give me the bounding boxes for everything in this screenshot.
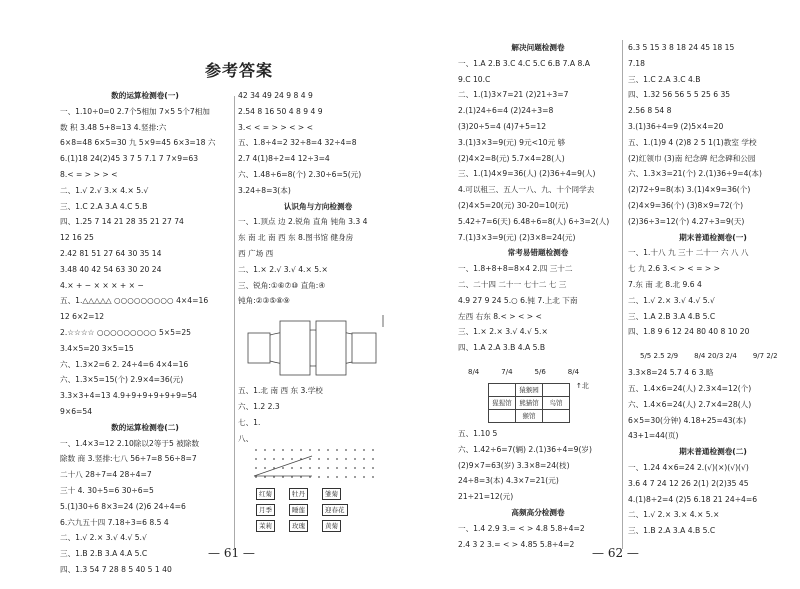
answer-line: 三、锐角:①⑥⑦⑩ 直角:④ <box>238 280 326 290</box>
answer-line: 三、1.C 2.A 3.A 4.C 5.B <box>60 201 148 211</box>
grid-dot <box>255 467 257 469</box>
answer-line: 四、1.8 9 6 12 24 80 40 8 10 20 <box>628 327 750 337</box>
answer-line: 四、1.3 54 7 28 8 5 40 5 1 40 <box>60 564 172 574</box>
answer-line: 三、1.B 2.A 3.A 4.B 5.C <box>628 526 716 536</box>
answer-line: 二、1.√ 2.√ 3.× 4.× 5.√ <box>60 185 149 195</box>
grid-dot <box>354 467 356 469</box>
grid-dot <box>318 476 320 478</box>
zoo-map-table <box>488 383 570 423</box>
page-number-right: — 62 — <box>592 546 639 560</box>
answer-line: 三、1.× 2.× 3.√ 4.√ 5.× <box>458 327 548 337</box>
grid-dot <box>282 467 284 469</box>
column-divider <box>234 96 235 549</box>
grid-dot <box>345 467 347 469</box>
answer-line: 一、1.24 4×6=24 2.(√)(×)(√)(√) <box>628 462 749 472</box>
answer-line: 6×5=30(分钟) 4.18+25=43(本) <box>628 415 747 425</box>
answer-line: 7.东 南 北 8.北 9.6 4 <box>628 279 702 289</box>
answer-line: 3.3×3+4=13 4.9+9+9+9+9+9=54 <box>60 391 197 401</box>
answer-line: 七、1. <box>238 417 261 427</box>
grid-dot <box>336 476 338 478</box>
grid-dot <box>336 449 338 451</box>
answer-line: 四、1.32 56 56 5 5 25 6 35 <box>628 90 731 100</box>
answer-line: 7.18 <box>628 58 645 68</box>
grid-dot <box>363 458 365 460</box>
answer-line: 2.4 3 2 3.= < > 4.85 5.8÷4=2 <box>458 539 575 549</box>
answer-line: 三、1.(1)4×9=36(人) (2)36÷4=9(人) <box>458 169 596 179</box>
grid-dot <box>318 467 320 469</box>
grid-dot <box>273 449 275 451</box>
grid-dot <box>372 476 374 478</box>
answer-line: 3.4×5=20 3×5=15 <box>60 343 134 353</box>
grid-dot <box>372 449 374 451</box>
answer-line: 12 16 25 <box>60 233 94 243</box>
answer-line: 一、1.4×3=12 2.10除以2等于5 被除数 <box>60 438 200 448</box>
zoo-map-cell: 猩猩馆 <box>489 396 516 409</box>
answer-line: 21÷21=12(元) <box>458 492 514 502</box>
grid-dot <box>264 467 266 469</box>
answer-line: 一、1.顶点 边 2.锐角 直角 钝角 3.3 4 <box>238 217 368 227</box>
grid-dot <box>273 458 275 460</box>
zoo-map-cell <box>543 409 570 422</box>
zoo-map-cell <box>489 409 516 422</box>
answer-line: 3.(1)36÷4=9 (2)5×4=20 <box>628 121 724 131</box>
answer-line: 五、1.4×6=24(人) 2.3×4=12(个) <box>628 383 752 393</box>
flower-card: 玫瑰 <box>289 520 308 532</box>
answer-line: 4.可以租三、五人一八、九、十个同学去 <box>458 185 595 195</box>
answer-line: (2)72÷9=8(本) 3.(1)4×9=36(个) <box>628 185 751 195</box>
grid-dot <box>363 476 365 478</box>
answer-line: 二、1.√ 2.× 3.√ 4.√ 5.√ <box>60 533 147 543</box>
shape-diagram <box>238 313 388 383</box>
answer-line: 6×8=48 6×5=30 九 5×9=45 6×3=18 六 <box>60 138 216 148</box>
right-page <box>400 0 800 589</box>
flower-card: 红菊 <box>256 488 275 500</box>
grid-dot <box>327 458 329 460</box>
flower-card: 黄菊 <box>322 520 341 532</box>
north-arrow-label: ↑北 <box>576 381 589 390</box>
grid-dot <box>309 458 311 460</box>
section-heading: 数的运算检测卷(二) <box>111 422 179 432</box>
answer-line: 5.42÷7=6(天) 6.48÷6=8(人) 6÷3=2(人) <box>458 216 610 226</box>
fraction-row <box>468 359 618 378</box>
column-divider <box>622 40 623 549</box>
flower-card: 茉莉 <box>256 520 275 532</box>
zoo-map-cell: 鸟馆 <box>543 396 570 409</box>
grid-dot <box>354 449 356 451</box>
zoo-map-cell: 猿猴园 <box>516 383 543 396</box>
answer-line: 6.3 5 15 3 8 18 24 45 18 15 <box>628 43 735 52</box>
answer-line: 一、1.十八 九 三十 二十一 六 八 八 <box>628 248 749 258</box>
grid-dot <box>345 449 347 451</box>
fraction-answer: 7/4 <box>501 367 513 376</box>
answer-line: (2)红领巾 (3)南 纪念碑 纪念碑和公园 <box>628 153 756 163</box>
section-heading: 认识角与方向检测卷 <box>283 201 353 211</box>
answer-line: 钝角:②③⑤⑧⑨ <box>238 296 290 306</box>
answer-line: 六、1.48÷6=8(个) 2.30÷6=5(元) <box>238 169 362 179</box>
answer-line: 三、1.B 2.B 3.A 4.A 5.C <box>60 549 148 559</box>
answer-line: 六、1.3×5=15(个) 2.9×4=36(元) <box>60 375 184 385</box>
fraction-answer: 9/7 2/2 <box>752 352 778 361</box>
answer-line: 2.7 4(1)8÷2=4 12÷3=4 <box>238 154 330 164</box>
answer-line: 3.(1)3×3=9(元) 9元<10元 够 <box>458 137 566 147</box>
dot-grid <box>252 446 382 486</box>
grid-dot <box>363 449 365 451</box>
answer-line: 除数 商 3.竖排:七八 56÷7=8 56÷8=7 <box>60 454 197 464</box>
grid-dot <box>336 467 338 469</box>
grid-dot <box>345 476 347 478</box>
grid-dot <box>345 458 347 460</box>
grid-dot <box>336 458 338 460</box>
answer-line: 2.56 8 54 8 <box>628 106 672 116</box>
column-3 <box>458 40 618 549</box>
grid-dot <box>354 458 356 460</box>
answer-line: 4.× + − × × × + × − <box>60 280 144 290</box>
answer-line: 2.54 8 16 50 4 8 9 4 9 <box>238 106 323 116</box>
answer-line: 二、二十四 二十一 七十二 七 三 <box>458 279 567 289</box>
answer-line: 左西 右东 8.< > < > < <box>458 311 542 321</box>
answer-line: 东 南 北 南 西 东 8.图书馆 健身房 <box>238 233 354 243</box>
fraction-row <box>640 343 798 362</box>
answer-line: 2.42 81 51 27 64 30 35 14 <box>60 248 162 258</box>
answer-line: 五、1.8÷4=2 32÷8=4 32÷4=8 <box>238 138 357 148</box>
answer-line: (2)4×9=36(个) (3)8×9=72(个) <box>628 200 744 210</box>
answer-line: 6.(1)18 24(2)45 3 7 5 7.1 7 7×9=63 <box>60 154 199 164</box>
zoo-map-cell <box>543 383 570 396</box>
zoo-map-cell: 猴馆 <box>516 409 543 422</box>
grid-dot <box>255 449 257 451</box>
zoo-map-cell: 熊猫馆 <box>516 396 543 409</box>
answer-line: 9.C 10.C <box>458 74 491 84</box>
section-heading: 期末普通检测卷(二) <box>679 447 747 457</box>
grid-dot <box>291 449 293 451</box>
answer-line: (2)9×7=63(岁) 3.3×8=24(枝) <box>458 460 570 470</box>
grid-dot <box>327 449 329 451</box>
flower-cards <box>256 488 398 532</box>
answer-line: 西 广场 西 <box>238 248 274 258</box>
fraction-answer: 8/4 <box>468 367 480 376</box>
grid-dot <box>264 449 266 451</box>
grid-dot <box>363 467 365 469</box>
flower-card: 牡丹 <box>289 488 308 500</box>
grid-dot <box>318 449 320 451</box>
answer-line: 3.48 40 42 54 63 30 20 24 <box>60 264 162 274</box>
section-heading: 期末普通检测卷(一) <box>679 232 747 242</box>
answer-line: 六、1.2 2.3 <box>238 401 280 411</box>
grid-dot <box>372 467 374 469</box>
grid-dot <box>291 458 293 460</box>
answer-line: 五、1.△△△△△ ○○○○○○○○○ 4×4=16 <box>60 296 209 306</box>
answer-line: 2.(1)24÷6=4 (2)24÷3=8 <box>458 106 554 116</box>
answer-line: 3.3×8=24 5.7 4 6 3.略 <box>628 368 714 378</box>
answer-line: 五、1.10 5 <box>458 428 498 438</box>
answer-line: 5.(1)30÷6 8×3=24 (2)6 24÷4=6 <box>60 501 186 511</box>
answer-line: 一、1.A 2.B 3.C 4.C 5.C 6.B 7.A 8.A <box>458 58 590 68</box>
section-heading: 高频高分检测卷 <box>511 507 565 517</box>
answer-line: 4.9 27 9 24 5.○ 6.钝 7.上北 下南 <box>458 295 578 305</box>
column-4 <box>628 40 798 549</box>
answer-line: 二、1.× 2.√ 3.√ 4.× 5.× <box>238 264 328 274</box>
grid-dot <box>327 467 329 469</box>
grid-dot <box>282 449 284 451</box>
answer-line: 二十八 28÷7=4 28÷4=7 <box>60 470 152 480</box>
column-1 <box>60 88 230 574</box>
grid-dot <box>354 476 356 478</box>
flower-card: 雏菊 <box>322 488 341 500</box>
section-heading: 常考易错题检测卷 <box>507 248 569 258</box>
answer-line: 43+1=44(页) <box>628 431 679 441</box>
answer-line: 9×6=54 <box>60 406 93 416</box>
answer-line: 12 6×2=12 <box>60 312 105 322</box>
answer-line: 7.(1)3×3=9(元) (2)3×8=24(元) <box>458 232 576 242</box>
grid-dot <box>318 458 320 460</box>
answer-line: 五、1.北 南 西 东 3.学校 <box>238 386 323 396</box>
answer-line: 一、1.4 2.9 3.= < > 4.8 5.8÷4=2 <box>458 523 585 533</box>
answer-line: 六、1.3×3=21(个) 2.(1)36÷9=4(本) <box>628 169 762 179</box>
answer-line: 四、1.25 7 14 21 28 35 21 27 74 <box>60 217 184 227</box>
zoo-map <box>488 381 618 423</box>
fraction-answer: 8/4 20/3 2/4 <box>694 352 737 361</box>
flower-card: 月季 <box>256 504 275 516</box>
answer-line: 七 九 2.6 3.< > < = > > <box>628 264 720 274</box>
answer-line: 一、1.8+8+8=8×4 2.四 三十二 <box>458 264 573 274</box>
answer-line: 二、1.√ 2.× 3.× 4.× 5.× <box>628 510 720 520</box>
answer-line: 3.24÷8=3(本) <box>238 185 291 195</box>
grid-dot <box>291 467 293 469</box>
answer-line: 3.6 4 7 24 12 26 2(1) 2(2)35 45 <box>628 478 749 488</box>
grid-dot <box>255 458 257 460</box>
grid-dot <box>300 467 302 469</box>
answer-line: 六、1.4×6=24(人) 2.7×4=28(人) <box>628 399 752 409</box>
page-title: 参考答案 <box>205 61 274 80</box>
section-heading: 数的运算检测卷(一) <box>111 91 179 100</box>
answer-line: 四、1.A 2.A 3.B 4.A 5.B <box>458 343 546 353</box>
answer-line: 五、1.(1)9 4 (2)8 2 5 1(1)教室 学校 <box>628 137 757 147</box>
page-number-left: — 61 — <box>208 546 255 560</box>
answer-line: (2)4×5=20(元) 30-20=10(元) <box>458 200 569 210</box>
fraction-answer: 5/5 2.5 2/9 <box>640 352 679 361</box>
zoo-map-cell <box>489 383 516 396</box>
section-heading: 解决问题检测卷 <box>511 43 565 52</box>
answer-line: 三、1.A 2.B 3.A 4.B 5.C <box>628 311 716 321</box>
grid-dot <box>264 458 266 460</box>
flower-card: 睡莲 <box>289 504 308 516</box>
grid-dot <box>327 476 329 478</box>
answer-line: 8.< = > > > < <box>60 169 118 179</box>
grid-dot <box>300 449 302 451</box>
fraction-answer: 8/4 <box>567 367 580 376</box>
answer-line: 6.六九五十四 7.18÷3=6 8.5 4 <box>60 517 169 527</box>
answer-line: 六、1.42÷6=7(辆) 2.(1)36÷4=9(岁) <box>458 444 592 454</box>
answer-line: 二、1.√ 2.× 3.√ 4.√ 5.√ <box>628 295 715 305</box>
grid-dot <box>282 458 284 460</box>
answer-line: (2)4×2=8(元) 5.7×4=28(人) <box>458 153 565 163</box>
answer-line: (2)36÷3=12(个) 4.27÷3=9(天) <box>628 216 745 226</box>
grid-dot <box>372 458 374 460</box>
grid-dot <box>309 467 311 469</box>
answer-line: 八、 <box>238 433 254 443</box>
answer-line: 数 积 3.48 5+8=13 4.竖排:六 <box>60 122 167 132</box>
answer-line: 三十 4. 30÷5=6 30÷6=5 <box>60 485 154 495</box>
answer-line: 24÷8=3(本) 4.3×7=21(元) <box>458 476 559 486</box>
answer-line: 42 34 49 24 9 8 4 9 <box>238 91 313 100</box>
grid-dot <box>309 449 311 451</box>
answer-line: (3)20÷5=4 (4)7+5=12 <box>458 121 547 131</box>
answer-line: 4.(1)8÷2=4 (2)5 6.18 21 24÷4=6 <box>628 494 758 504</box>
answer-line: 2.☆☆☆☆ ○○○○○○○○○ 5×5=25 <box>60 327 191 337</box>
answer-line: 三、1.C 2.A 3.C 4.B <box>628 74 701 84</box>
answer-line: 六、1.3×2=6 2. 24÷4=6 4×4=16 <box>60 359 189 369</box>
answer-line: 二、1.(1)3×7=21 (2)21÷3=7 <box>458 90 569 100</box>
fraction-answer: 5/6 <box>534 367 546 376</box>
flower-card: 迎春花 <box>322 504 348 516</box>
answer-line: 3.< < = > > < > < <box>238 122 314 132</box>
answer-line: 一、1.10÷0=0 2.7个5相加 7×5 5个7相加 <box>60 106 210 116</box>
column-2 <box>238 88 398 549</box>
